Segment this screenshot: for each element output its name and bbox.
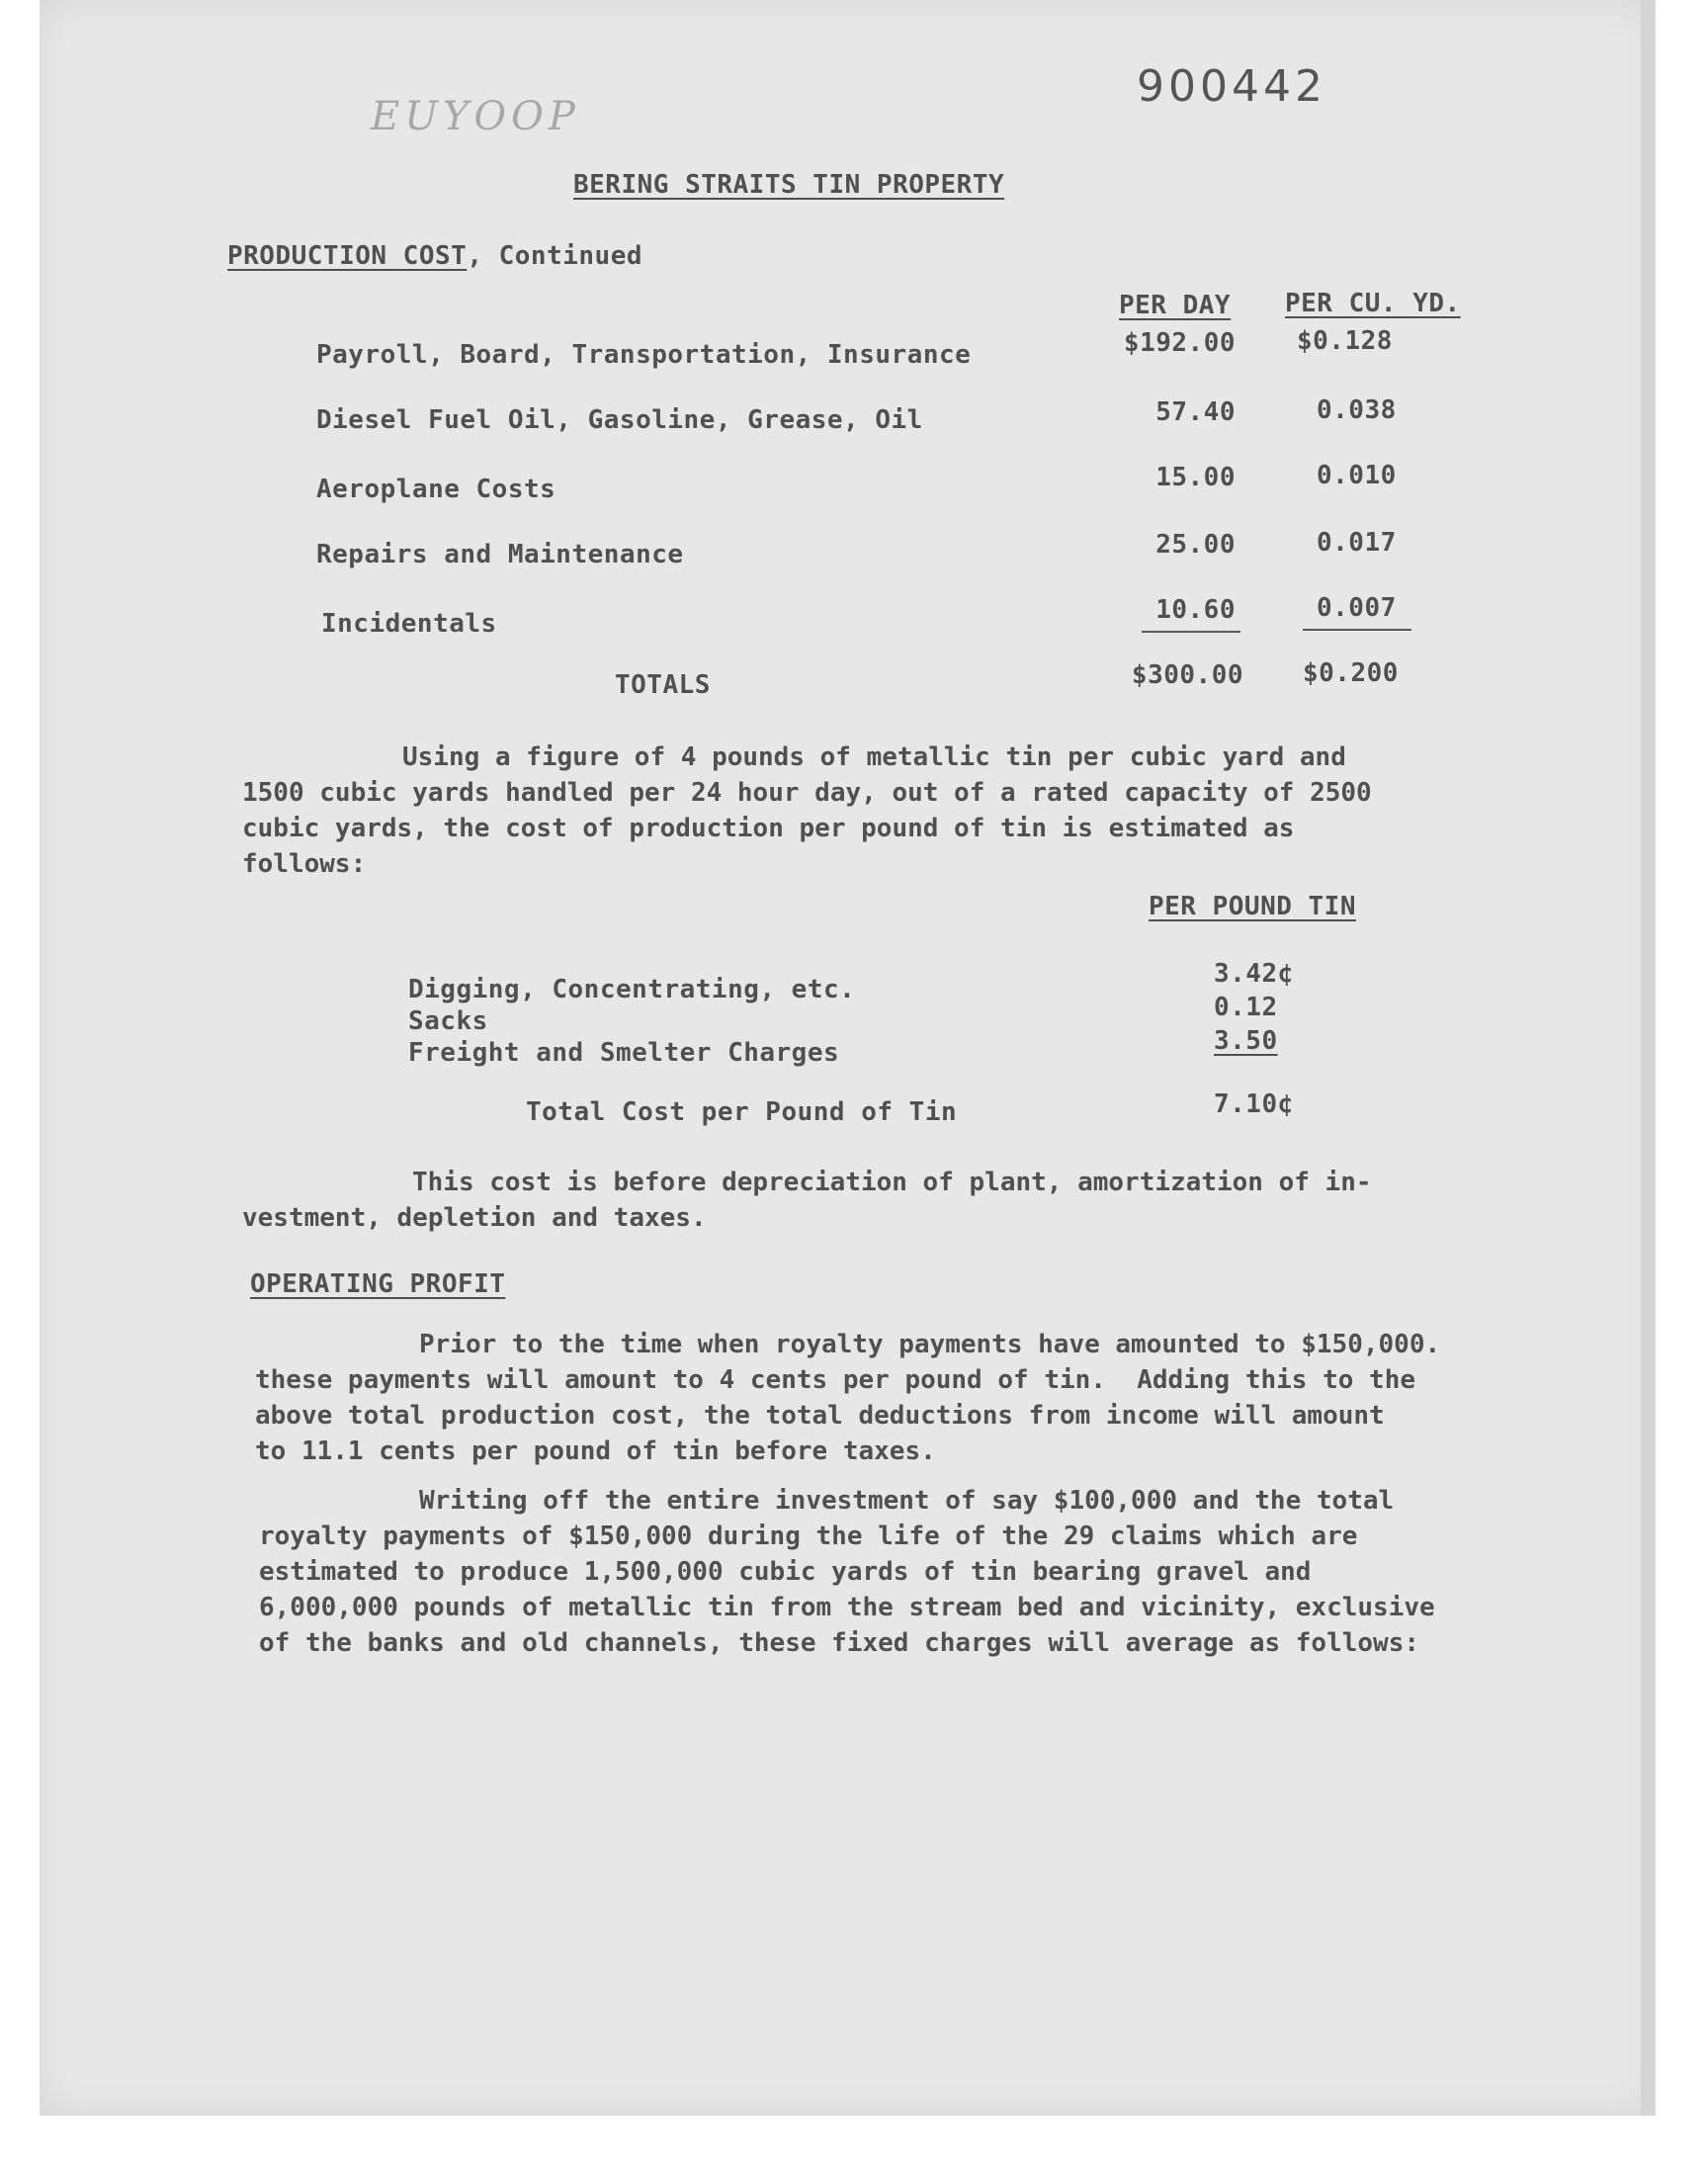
cost-row-per-day: 25.00 <box>1155 530 1236 560</box>
pound-row-label: Freight and Smelter Charges <box>408 1038 840 1068</box>
paragraph-cost-note <box>242 1165 1372 1236</box>
stamp-left: EUYOOP <box>371 94 580 139</box>
section-heading-operating-profit: OPERATING PROFIT <box>250 1269 506 1299</box>
cost-row-per-cu-yd: 0.007 <box>1317 593 1397 623</box>
paragraph-line: above total production cost, the total deductions from income will amount <box>255 1401 1385 1431</box>
section-heading-rest: , Continued <box>467 241 642 271</box>
section-heading-underlined: PRODUCTION COST <box>227 241 468 271</box>
paragraph-fixed-charges <box>259 1483 1435 1661</box>
paragraph-royalty <box>255 1327 1440 1469</box>
pound-row-value: 3.50 <box>1214 1026 1278 1056</box>
cost-row-per-day: 57.40 <box>1155 397 1236 427</box>
cost-row-label: Diesel Fuel Oil, Gasoline, Grease, Oil <box>316 405 923 435</box>
paragraph-line: Prior to the time when royalty payments have amounted to $150,000. <box>419 1330 1441 1359</box>
pound-row-label: Digging, Concentrating, etc. <box>408 975 856 1004</box>
cost-row-label: Repairs and Maintenance <box>316 540 684 569</box>
paragraph-line: follows: <box>242 849 367 879</box>
subtotal-rule-per-cu-yd <box>1303 629 1411 631</box>
stamp-right: 900442 <box>1137 61 1326 112</box>
paragraph-line: Using a figure of 4 pounds of metallic tin per cubic yard and <box>402 742 1346 772</box>
pound-row-value: 0.12 <box>1214 993 1278 1022</box>
document-title: BERING STRAITS TIN PROPERTY <box>573 170 1005 200</box>
cost-row-per-day: 10.60 <box>1155 595 1236 625</box>
paragraph-line: to 11.1 cents per pound of tin before taxes. <box>255 1436 936 1466</box>
subtotal-rule-per-day <box>1142 631 1240 633</box>
pound-row-value: 3.42¢ <box>1214 959 1294 989</box>
col-header-per-cu-yd: PER CU. YD. <box>1285 289 1461 318</box>
paragraph-line: This cost is before depreciation of plant, amortization of in- <box>412 1168 1372 1197</box>
paragraph-line: 6,000,000 pounds of metallic tin from the stream bed and vicinity, exclusive <box>259 1593 1435 1622</box>
paragraph-line: 1500 cubic yards handled per 24 hour day, out of a rated capacity of 2500 <box>242 778 1372 808</box>
section-heading-production-cost <box>227 241 642 271</box>
paragraph-line: estimated to produce 1,500,000 cubic yards of tin bearing gravel and <box>259 1557 1312 1587</box>
cost-row-label: Incidentals <box>321 609 497 639</box>
cost-row-label: Aeroplane Costs <box>316 475 556 504</box>
totals-per-cu-yd: $0.200 <box>1303 658 1399 688</box>
cost-row-per-cu-yd: 0.010 <box>1317 461 1397 490</box>
page-edge-shadow <box>1641 0 1655 2116</box>
paragraph-line: these payments will amount to 4 cents per pound of tin. Adding this to the <box>255 1365 1415 1395</box>
paragraph-line: royalty payments of $150,000 during the life of the 29 claims which are <box>259 1522 1358 1551</box>
paragraph-tin-estimate <box>242 740 1372 882</box>
col-header-per-day: PER DAY <box>1119 291 1232 320</box>
paragraph-line: of the banks and old channels, these fixed charges will average as follows: <box>259 1628 1419 1658</box>
cost-row-label: Payroll, Board, Transportation, Insurance <box>316 340 972 370</box>
col-header-per-pound-tin: PER POUND TIN <box>1149 892 1356 921</box>
cost-row-per-cu-yd: 0.038 <box>1317 395 1397 425</box>
paragraph-line: vestment, depletion and taxes. <box>242 1203 707 1233</box>
pound-row-label: Sacks <box>408 1006 488 1036</box>
pound-total-value: 7.10¢ <box>1214 1089 1294 1119</box>
cost-row-per-day: 15.00 <box>1155 463 1236 492</box>
cost-row-per-cu-yd: $0.128 <box>1297 326 1393 356</box>
pound-total-label: Total Cost per Pound of Tin <box>526 1097 958 1127</box>
totals-per-day: $300.00 <box>1131 660 1243 690</box>
cost-row-per-cu-yd: 0.017 <box>1317 528 1397 558</box>
cost-row-per-day: $192.00 <box>1123 328 1236 358</box>
totals-label: TOTALS <box>615 670 711 700</box>
paragraph-line: cubic yards, the cost of production per pound of tin is estimated as <box>242 814 1295 843</box>
paragraph-line: Writing off the entire investment of say $100,000 and the total <box>419 1486 1395 1516</box>
